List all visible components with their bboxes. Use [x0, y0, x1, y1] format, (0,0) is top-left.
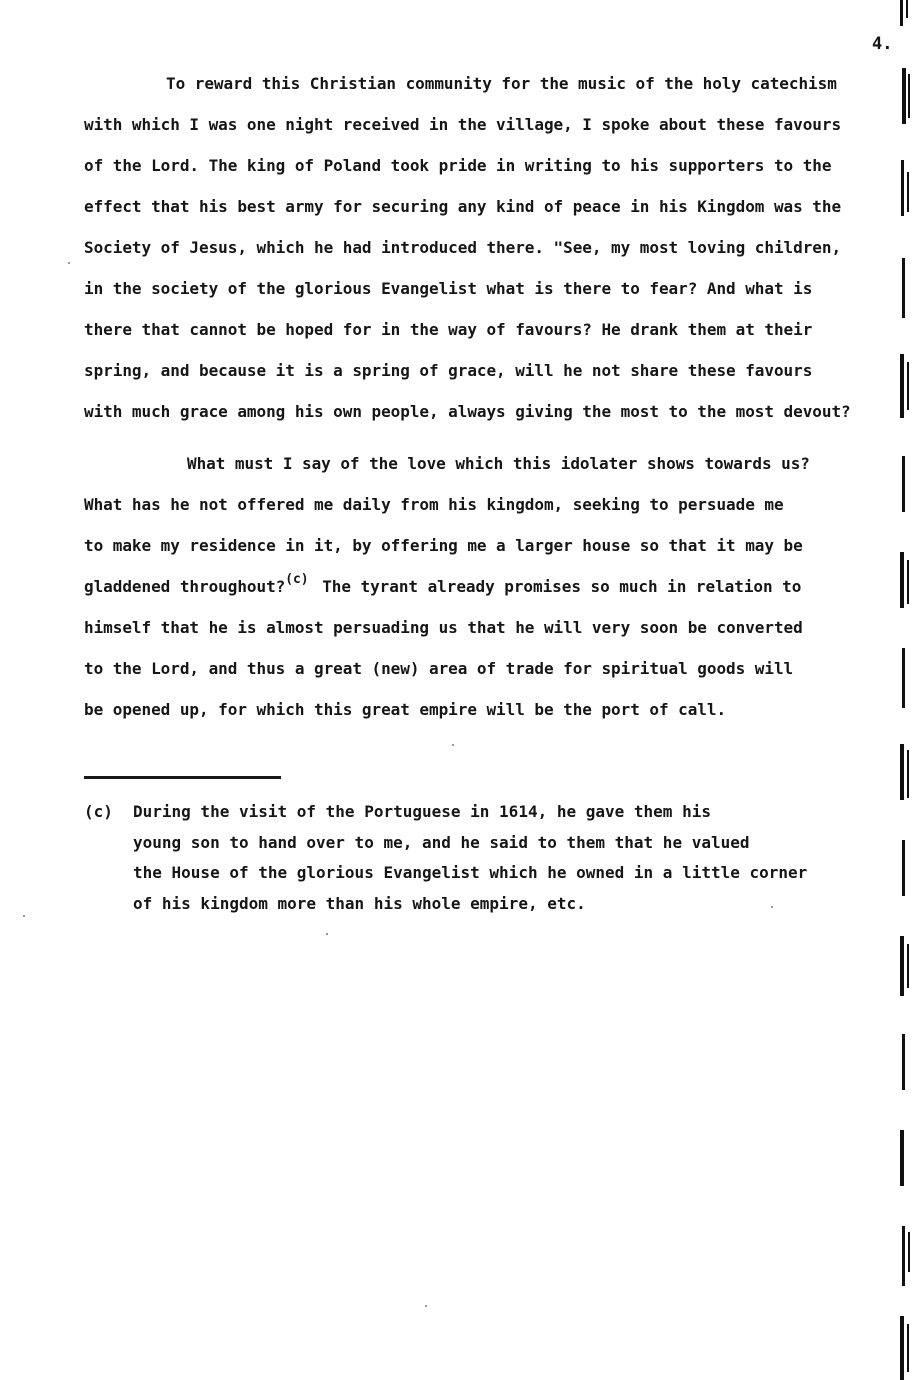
- paragraph-line: there that cannot be hoped for in the way of favours? He drank them at their: [84, 320, 813, 339]
- footnote-line: of his kingdom more than his whole empire, etc.: [133, 894, 586, 913]
- paragraph-line: in the society of the glorious Evangelist what is there to fear? And what is: [84, 279, 813, 298]
- paragraph-line: to the Lord, and thus a great (new) area of trade for spiritual goods will: [84, 659, 794, 678]
- footnote-mark: (c): [84, 802, 113, 821]
- footnote-reference: (c): [285, 572, 309, 587]
- paragraph-line-text: The tyrant already promises so much in relation to: [322, 577, 802, 596]
- paragraph-line: To reward this Christian community for the music of the holy catechism: [166, 74, 837, 93]
- binding-edge: [880, 0, 922, 1380]
- footnote-line: young son to hand over to me, and he said to them that he valued: [133, 833, 750, 852]
- paragraph-line: effect that his best army for securing any kind of peace in his Kingdom was the: [84, 197, 842, 216]
- paragraph-line: Society of Jesus, which he had introduced there. "See, my most loving children,: [84, 238, 842, 257]
- paragraph-line: spring, and because it is a spring of grace, will he not share these favours: [84, 361, 813, 380]
- paragraph-line: to make my residence in it, by offering me a larger house so that it may be: [84, 536, 803, 555]
- footnote-line: During the visit of the Portuguese in 1614, he gave them his: [133, 802, 711, 821]
- paragraph-line: of the Lord. The king of Poland took pride in writing to his supporters to the: [84, 156, 832, 175]
- paragraph-line-text: gladdened throughout?: [84, 577, 286, 596]
- paragraph-line: What has he not offered me daily from his kingdom, seeking to persuade me: [84, 495, 784, 514]
- paragraph-line: be opened up, for which this great empire will be the port of call.: [84, 700, 727, 719]
- paragraph-line: with much grace among his own people, always giving the most to the most devout?: [84, 402, 851, 421]
- footnote-divider: [84, 776, 281, 779]
- paragraph-line: with which I was one night received in the village, I spoke about these favours: [84, 115, 842, 134]
- page-number: 4.: [872, 34, 893, 54]
- paragraph-line: [84, 572, 802, 599]
- footnote-line: the House of the glorious Evangelist which he owned in a little corner: [133, 863, 808, 882]
- paragraph-line: himself that he is almost persuading us that he will very soon be converted: [84, 618, 803, 637]
- paragraph-line: What must I say of the love which this idolater shows towards us?: [187, 454, 810, 473]
